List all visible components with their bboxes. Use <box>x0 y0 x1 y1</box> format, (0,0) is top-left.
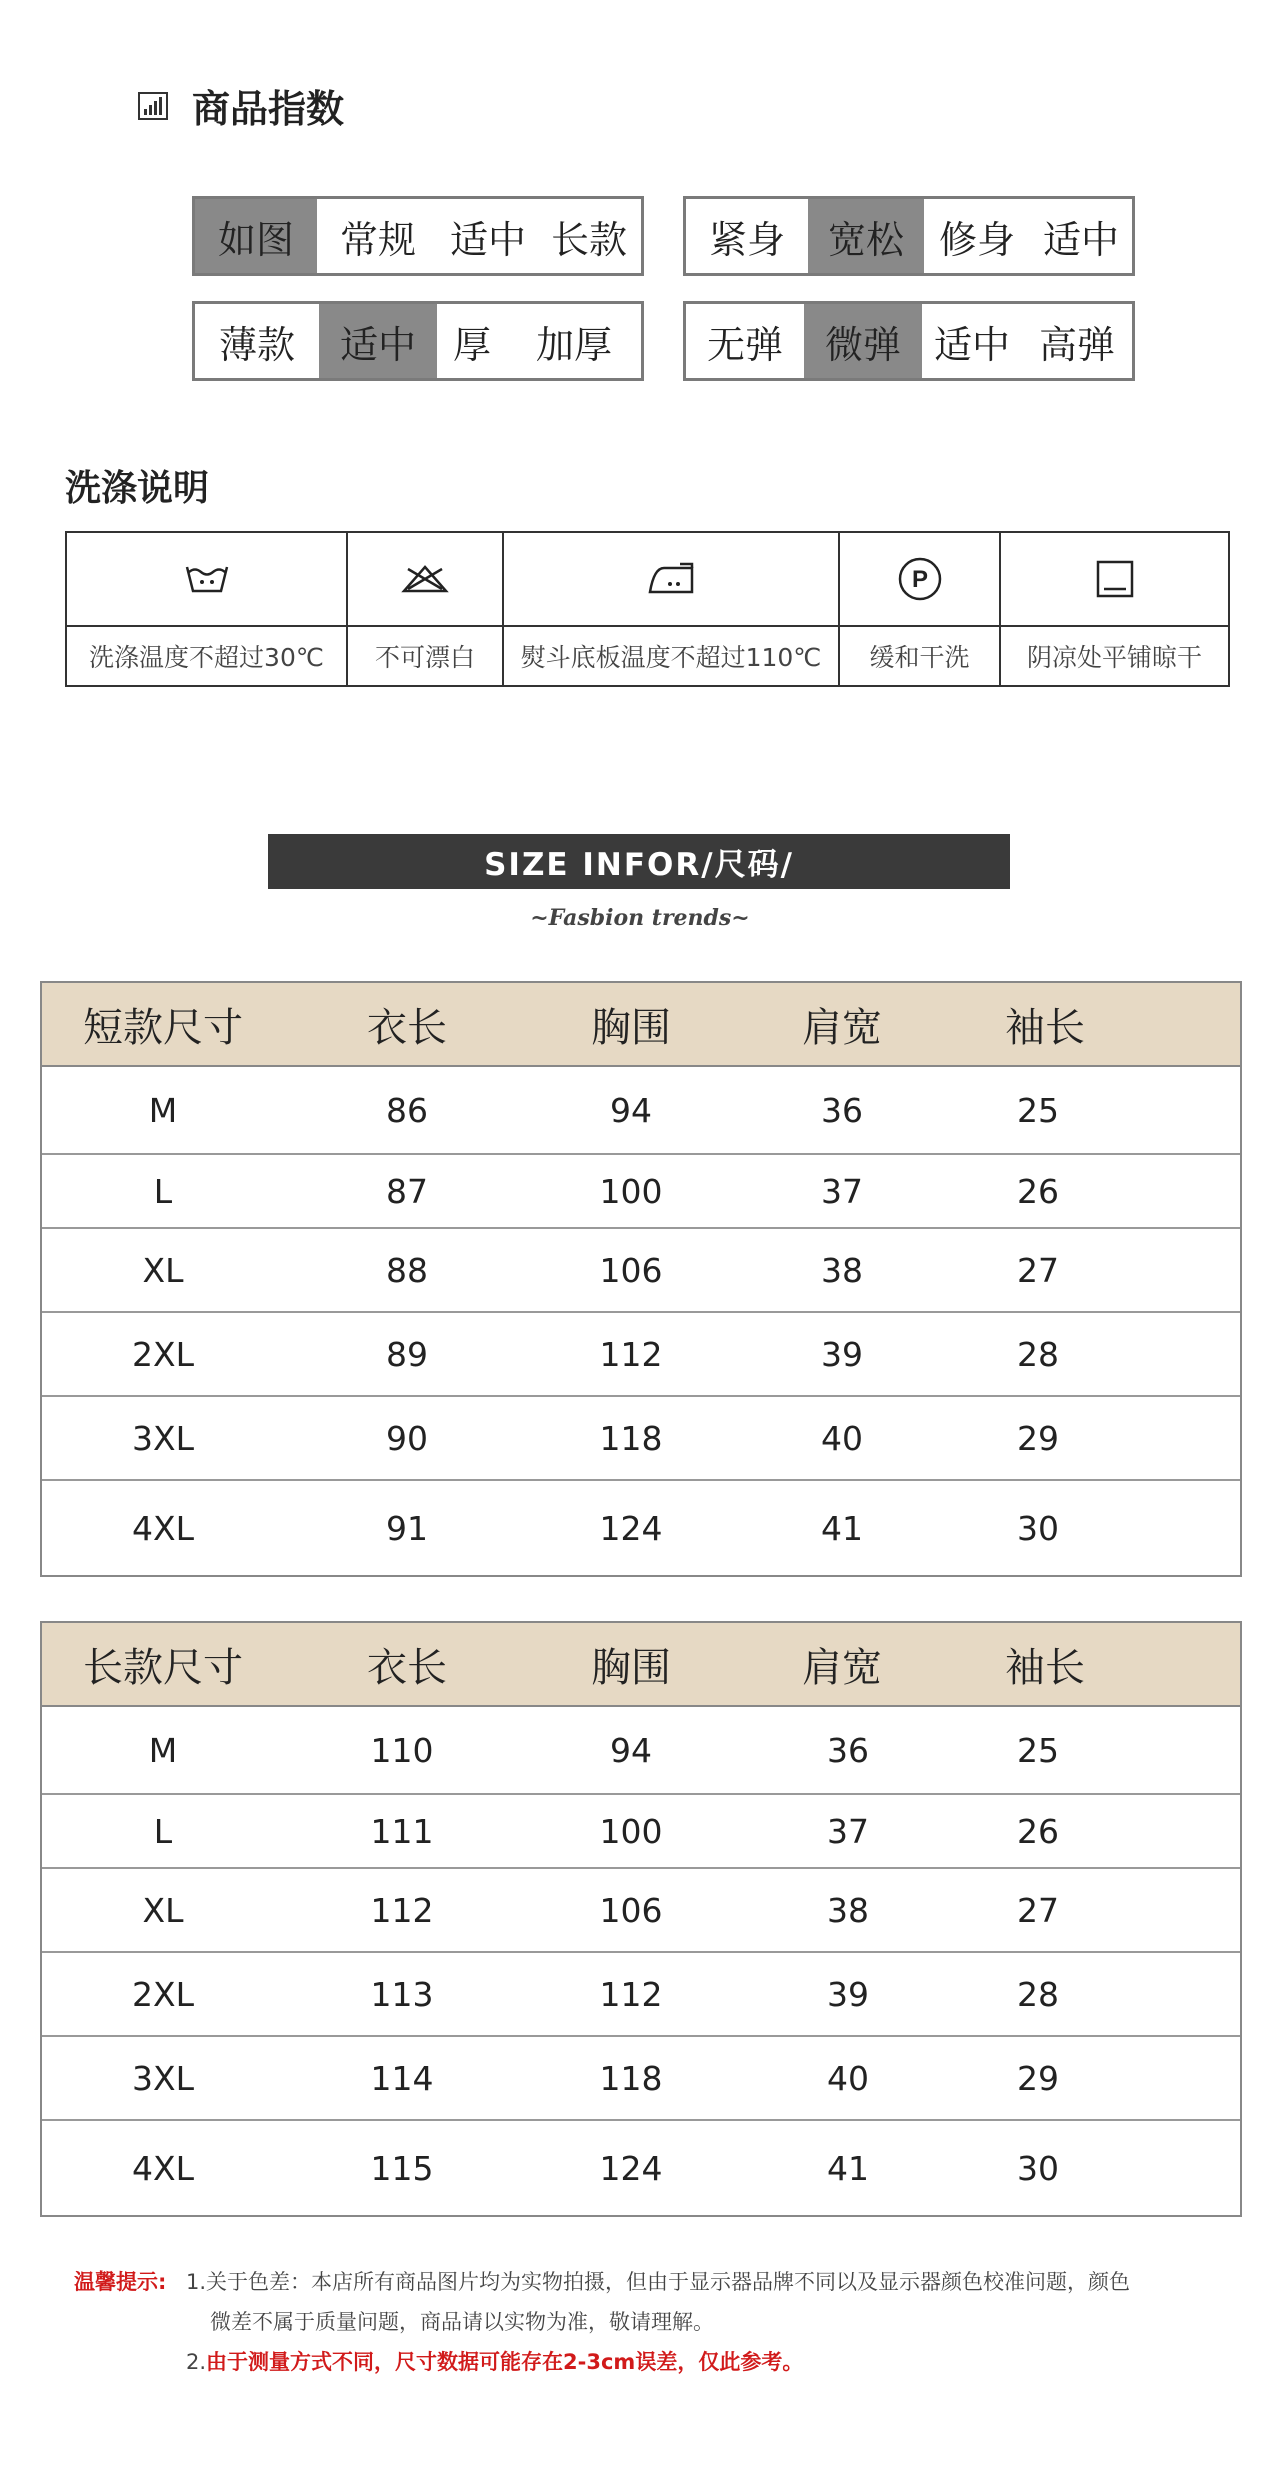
wash-item <box>504 533 840 685</box>
table-cell: 26 <box>1017 1811 1059 1851</box>
size-table-short <box>40 981 1242 1577</box>
table-cell: 91 <box>386 1508 428 1548</box>
svg-text:P: P <box>911 566 928 593</box>
table-row <box>42 1481 1240 1575</box>
attr-option: 适中 <box>1042 217 1119 262</box>
header-cell: 短款尺寸 <box>83 1004 243 1051</box>
table-cell: 94 <box>610 1090 652 1130</box>
wash-item <box>1001 533 1228 685</box>
table-cell: 37 <box>827 1811 869 1851</box>
table-header <box>42 1623 1240 1707</box>
note-line-1: 1.关于色差：本店所有商品图片均为实物拍摄，但由于显示器品牌不同以及显示器颜色校准问题，颜色 <box>186 2270 1131 2294</box>
table-cell: 86 <box>386 1090 428 1130</box>
table-row <box>42 1795 1240 1869</box>
note-line-2 <box>74 2342 1244 2382</box>
size-banner: SIZE INFOR/尺码/ <box>268 834 1010 889</box>
attr-group-elasticity <box>683 301 1135 381</box>
table-cell: 38 <box>827 1890 869 1930</box>
table-row <box>42 1067 1240 1155</box>
table-cell: 4XL <box>132 2148 194 2188</box>
attr-group-style <box>192 196 644 276</box>
table-cell: 27 <box>1017 1890 1059 1930</box>
product-index-title: 商品指数 <box>192 87 345 131</box>
table-cell: 36 <box>827 1730 869 1770</box>
table-cell: 27 <box>1017 1250 1059 1290</box>
wash-item <box>348 533 504 685</box>
table-cell: 106 <box>599 1890 663 1930</box>
table-cell: 29 <box>1017 1418 1059 1458</box>
table-cell: 110 <box>370 1730 434 1770</box>
attr-option: 修身 <box>938 217 1015 262</box>
product-index-header <box>138 78 344 133</box>
table-cell: 113 <box>370 1974 434 2014</box>
table-cell: 28 <box>1017 1974 1059 2014</box>
table-cell: 114 <box>370 2058 434 2098</box>
table-cell: XL <box>142 1250 184 1290</box>
attr-option: 常规 <box>339 217 416 262</box>
table-row <box>42 1229 1240 1313</box>
table-cell: 118 <box>599 2058 663 2098</box>
table-cell: 2XL <box>132 1974 194 2014</box>
wash-table <box>65 531 1230 687</box>
bar-chart-icon <box>138 92 168 120</box>
table-cell: 118 <box>599 1418 663 1458</box>
table-cell: 39 <box>821 1334 863 1374</box>
table-cell: 3XL <box>132 2058 194 2098</box>
table-row <box>42 2121 1240 2215</box>
attr-option: 适中 <box>449 217 526 262</box>
table-cell: 40 <box>821 1418 863 1458</box>
header-cell: 长款尺寸 <box>83 1644 243 1691</box>
header-cell: 衣长 <box>367 1004 447 1051</box>
table-cell: 37 <box>821 1171 863 1211</box>
table-cell: 106 <box>599 1250 663 1290</box>
table-cell: 115 <box>370 2148 434 2188</box>
table-cell: 28 <box>1017 1334 1059 1374</box>
table-cell: 88 <box>386 1250 428 1290</box>
table-cell: 36 <box>821 1090 863 1130</box>
attr-option: 高弹 <box>1038 322 1115 367</box>
header-cell: 袖长 <box>1005 1004 1085 1051</box>
table-row <box>42 1869 1240 1953</box>
table-cell: L <box>153 1811 173 1851</box>
header-cell: 胸围 <box>591 1644 671 1691</box>
warm-tips <box>74 2262 1244 2382</box>
table-cell: 112 <box>370 1890 434 1930</box>
table-cell: 41 <box>821 1508 863 1548</box>
header-cell: 肩宽 <box>802 1004 882 1051</box>
table-cell: 30 <box>1017 2148 1059 2188</box>
table-row <box>42 1155 1240 1229</box>
dry-clean-p-icon <box>897 556 943 602</box>
table-cell: 41 <box>827 2148 869 2188</box>
wash-label: 洗涤温度不超过30℃ <box>89 643 324 672</box>
note-line-2-text: 由于测量方式不同，尺寸数据可能存在2-3cm误差，仅此参考。 <box>206 2350 804 2374</box>
note-line-2-number: 2. <box>186 2350 207 2374</box>
table-cell: 112 <box>599 1334 663 1374</box>
note-line-1-cont: 微差不属于质量问题，商品请以实物为准，敬请理解。 <box>210 2310 714 2334</box>
table-header <box>42 983 1240 1067</box>
table-cell: 87 <box>386 1171 428 1211</box>
table-cell: 94 <box>610 1730 652 1770</box>
table-cell: 39 <box>827 1974 869 2014</box>
table-cell: 2XL <box>132 1334 194 1374</box>
header-cell: 袖长 <box>1005 1644 1085 1691</box>
table-cell: L <box>153 1171 173 1211</box>
attr-option: 适中 <box>933 322 1010 367</box>
table-cell: 30 <box>1017 1508 1059 1548</box>
table-cell: 100 <box>599 1171 663 1211</box>
table-row <box>42 1707 1240 1795</box>
wash-label: 缓和干洗 <box>869 643 970 672</box>
attr-option: 如图 <box>195 199 317 273</box>
attr-group-fit <box>683 196 1135 276</box>
table-cell: 90 <box>386 1418 428 1458</box>
attr-group-thickness <box>192 301 644 381</box>
table-cell: 38 <box>821 1250 863 1290</box>
no-bleach-icon <box>400 564 450 594</box>
dry-flat-shade-icon <box>1095 559 1135 599</box>
table-cell: 124 <box>599 1508 663 1548</box>
attr-option: 适中 <box>319 304 437 378</box>
table-cell: 124 <box>599 2148 663 2188</box>
table-cell: 3XL <box>132 1418 194 1458</box>
table-cell: 25 <box>1017 1090 1059 1130</box>
wash-title: 洗涤说明 <box>65 468 210 509</box>
table-cell: 25 <box>1017 1730 1059 1770</box>
attr-option: 加厚 <box>535 322 612 367</box>
table-cell: 26 <box>1017 1171 1059 1211</box>
attr-option: 紧身 <box>708 217 785 262</box>
size-table-long <box>40 1621 1242 2217</box>
wash-label: 熨斗底板温度不超过110℃ <box>520 643 822 672</box>
table-cell: M <box>148 1090 178 1130</box>
table-cell: 100 <box>599 1811 663 1851</box>
attr-option: 薄款 <box>218 322 295 367</box>
table-cell: 29 <box>1017 2058 1059 2098</box>
table-row <box>42 1397 1240 1481</box>
header-cell: 衣长 <box>367 1644 447 1691</box>
table-cell: 112 <box>599 1974 663 2014</box>
attr-option: 厚 <box>452 322 491 367</box>
attr-option: 无弹 <box>706 322 783 367</box>
wash-label: 阴凉处平铺晾干 <box>1026 643 1202 672</box>
wash-item <box>840 533 1001 685</box>
iron-icon <box>646 562 696 596</box>
table-cell: 4XL <box>132 1508 194 1548</box>
warm-tips-label: 温馨提示: <box>74 2270 167 2294</box>
table-cell: XL <box>142 1890 184 1930</box>
table-cell: 111 <box>370 1811 434 1851</box>
table-cell: M <box>148 1730 178 1770</box>
wash-30-icon <box>185 563 229 595</box>
table-row <box>42 2037 1240 2121</box>
attr-option: 微弹 <box>804 304 922 378</box>
attr-option: 长款 <box>550 217 627 262</box>
wash-label: 不可漂白 <box>374 643 475 672</box>
table-cell: 89 <box>386 1334 428 1374</box>
table-row <box>42 1313 1240 1397</box>
fashion-subtitle: ~Fasbion trends~ <box>530 905 750 931</box>
wash-item <box>67 533 348 685</box>
header-cell: 肩宽 <box>802 1644 882 1691</box>
header-cell: 胸围 <box>591 1004 671 1051</box>
attr-option: 宽松 <box>808 199 924 273</box>
table-cell: 40 <box>827 2058 869 2098</box>
table-row <box>42 1953 1240 2037</box>
